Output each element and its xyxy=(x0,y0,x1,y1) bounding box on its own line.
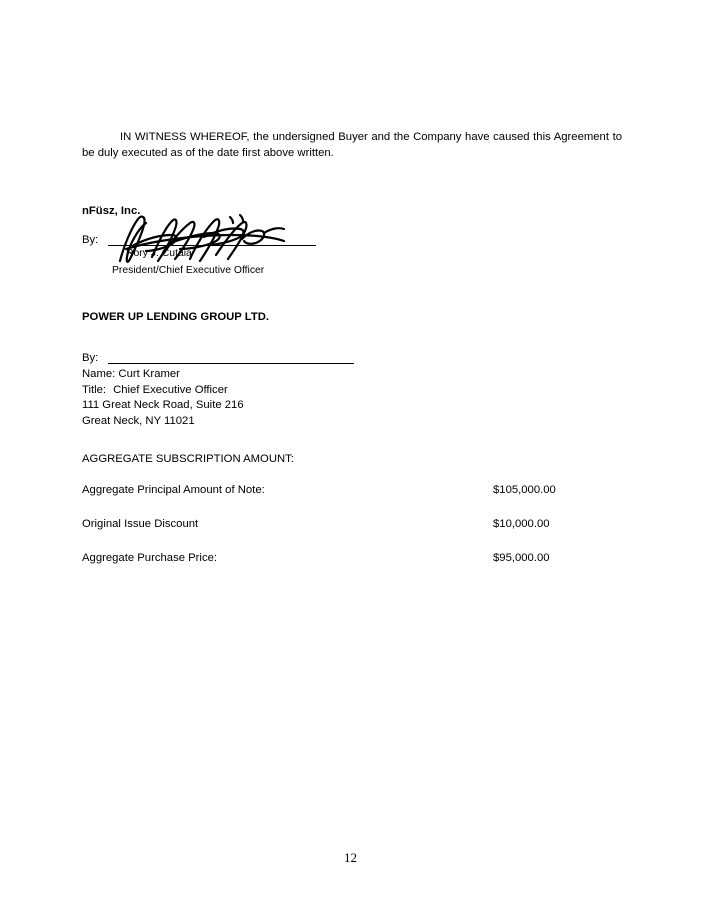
witness-paragraph-text: IN WITNESS WHEREOF, the undersigned Buyer and the Company have caused this Agreement to be duly executed as of the date first above written. xyxy=(82,131,622,159)
company-two-by-label: By: xyxy=(82,352,99,364)
page-number: 12 xyxy=(344,850,357,865)
company-two-info xyxy=(82,367,622,429)
company-one-signatory-title: President/Chief Executive Officer xyxy=(112,265,265,276)
company-one-signatory-name: Rory J. Cutaia xyxy=(126,248,192,259)
company-two-title-value: Chief Executive Officer xyxy=(113,383,228,396)
company-two-name-line: Name: Curt Kramer xyxy=(82,368,180,380)
amount-row xyxy=(82,518,622,533)
amount-value: $105,000.00 xyxy=(493,484,556,496)
company-two-name: POWER UP LENDING GROUP LTD. xyxy=(82,311,270,323)
amount-value: $10,000.00 xyxy=(493,518,550,530)
company-one-signature-line xyxy=(108,233,316,246)
company-one-by-label: By: xyxy=(82,234,99,246)
amount-row xyxy=(82,552,622,567)
document-body xyxy=(82,130,622,567)
witness-paragraph xyxy=(82,130,622,161)
company-two-signature-block xyxy=(82,351,622,429)
amount-row xyxy=(82,484,622,499)
company-two-title-line xyxy=(82,383,622,399)
company-one-name: nFüsz, Inc. xyxy=(82,205,141,217)
amount-label: Original Issue Discount xyxy=(82,518,199,530)
company-two-address-line-2: Great Neck, NY 11021 xyxy=(82,414,195,427)
company-two-signature-line xyxy=(108,351,354,364)
company-two-title-label: Title: xyxy=(82,383,107,396)
amount-label: Aggregate Principal Amount of Note: xyxy=(82,484,265,496)
amount-label: Aggregate Purchase Price: xyxy=(82,552,218,564)
company-one-by-row xyxy=(82,233,622,246)
company-two-by-row xyxy=(82,351,622,364)
company-two-address-line-1: 111 Great Neck Road, Suite 216 xyxy=(82,399,244,411)
aggregate-subscription-header: AGGREGATE SUBSCRIPTION AMOUNT: xyxy=(82,453,294,465)
amount-value: $95,000.00 xyxy=(493,552,550,564)
company-one-signature-block xyxy=(82,233,622,285)
